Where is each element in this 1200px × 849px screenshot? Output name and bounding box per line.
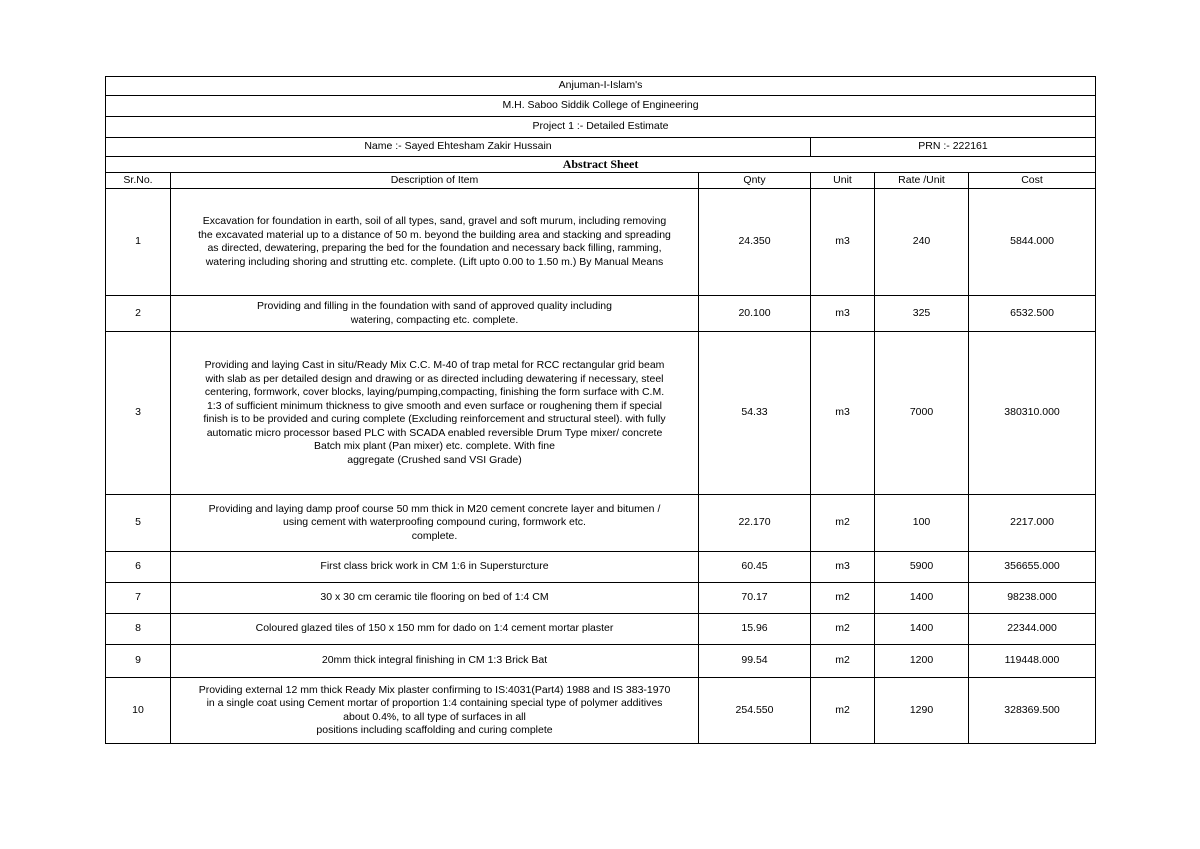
row-cost: 356655.000 xyxy=(969,552,1096,583)
row-unit: m3 xyxy=(811,189,875,296)
row-rate: 1290 xyxy=(875,678,969,744)
row-description: Providing and filling in the foundation with sand of approved quality including watering, compacting etc. complete. xyxy=(171,296,699,332)
row-sr-no: 10 xyxy=(106,678,171,744)
row-description: 30 x 30 cm ceramic tile flooring on bed of 1:4 CM xyxy=(171,583,699,614)
row-cost: 380310.000 xyxy=(969,332,1096,495)
row-sr-no: 1 xyxy=(106,189,171,296)
row-description: Providing external 12 mm thick Ready Mix plaster confirming to IS:4031(Part4) 1988 and IS 383-1970 in a single coat using Cement mortar of proportion 1:4 containing special type of polymer additives about 0.4%, to all type of surfaces in all positions including scaffolding and curing complete xyxy=(171,678,699,744)
row-sr-no: 7 xyxy=(106,583,171,614)
estimate-sheet xyxy=(105,76,1095,744)
row-sr-no: 3 xyxy=(106,332,171,495)
row-rate: 5900 xyxy=(875,552,969,583)
row-unit: m2 xyxy=(811,645,875,678)
row-rate: 1200 xyxy=(875,645,969,678)
row-qnty: 15.96 xyxy=(699,614,811,645)
row-qnty: 24.350 xyxy=(699,189,811,296)
table-row xyxy=(106,332,1096,495)
row-cost: 328369.500 xyxy=(969,678,1096,744)
row-rate: 1400 xyxy=(875,614,969,645)
row-description: Coloured glazed tiles of 150 x 150 mm for dado on 1:4 cement mortar plaster xyxy=(171,614,699,645)
row-sr-no: 8 xyxy=(106,614,171,645)
row-description: 20mm thick integral finishing in CM 1:3 Brick Bat xyxy=(171,645,699,678)
table-row xyxy=(106,614,1096,645)
col-header-qnty: Qnty xyxy=(699,173,811,189)
row-unit: m3 xyxy=(811,296,875,332)
table-row xyxy=(106,296,1096,332)
row-cost: 6532.500 xyxy=(969,296,1096,332)
row-unit: m2 xyxy=(811,678,875,744)
row-qnty: 54.33 xyxy=(699,332,811,495)
col-header-unit: Unit xyxy=(811,173,875,189)
row-unit: m3 xyxy=(811,552,875,583)
row-qnty: 99.54 xyxy=(699,645,811,678)
table-row xyxy=(106,189,1096,296)
row-cost: 119448.000 xyxy=(969,645,1096,678)
row-cost: 98238.000 xyxy=(969,583,1096,614)
row-description: Providing and laying Cast in situ/Ready Mix C.C. M-40 of trap metal for RCC rectangular grid beam with slab as per detailed design and drawing or as directed including dewatering if necessary, steel centering, formwork, cover blocks, laying/pumping,compacting, finishing the form surface with C.M. 1:3 of sufficient minimum thickness to give smooth and even surface or roughening them if special finish is to be provided and curing complete (Excluding reinforcement and structural steel). with fully automatic micro processor based PLC with SCADA enabled reversible Drum Type mixer/ concrete Batch mix plant (Pan mixer) etc. complete. With fine aggregate (Crushed sand VSI Grade) xyxy=(171,332,699,495)
project-title: Project 1 :- Detailed Estimate xyxy=(106,117,1096,138)
row-unit: m2 xyxy=(811,614,875,645)
col-header-cost: Cost xyxy=(969,173,1096,189)
row-unit: m2 xyxy=(811,583,875,614)
column-header-row xyxy=(106,173,1096,189)
row-cost: 2217.000 xyxy=(969,495,1096,552)
student-prn: PRN :- 222161 xyxy=(811,138,1096,157)
row-cost: 22344.000 xyxy=(969,614,1096,645)
row-rate: 100 xyxy=(875,495,969,552)
row-qnty: 22.170 xyxy=(699,495,811,552)
col-header-rate: Rate /Unit xyxy=(875,173,969,189)
institution-title: Anjuman-I-Islam's xyxy=(106,77,1096,96)
row-rate: 240 xyxy=(875,189,969,296)
row-sr-no: 9 xyxy=(106,645,171,678)
row-qnty: 70.17 xyxy=(699,583,811,614)
college-title: M.H. Saboo Siddik College of Engineering xyxy=(106,96,1096,117)
row-unit: m3 xyxy=(811,332,875,495)
row-qnty: 254.550 xyxy=(699,678,811,744)
table-row xyxy=(106,552,1096,583)
row-sr-no: 6 xyxy=(106,552,171,583)
row-sr-no: 5 xyxy=(106,495,171,552)
row-rate: 325 xyxy=(875,296,969,332)
row-unit: m2 xyxy=(811,495,875,552)
col-header-description: Description of Item xyxy=(171,173,699,189)
row-qnty: 60.45 xyxy=(699,552,811,583)
row-description: Excavation for foundation in earth, soil of all types, sand, gravel and soft murum, including removing the excavated material up to a distance of 50 m. beyond the building area and stacking and spreading as directed, dewatering, preparing the bed for the foundation and necessary back filling, ramming, watering including shoring and strutting etc. complete. (Lift upto 0.00 to 1.50 m.) By Manual Means xyxy=(171,189,699,296)
table-row xyxy=(106,678,1096,744)
student-name: Name :- Sayed Ehtesham Zakir Hussain xyxy=(106,138,811,157)
abstract-table xyxy=(105,76,1096,744)
row-qnty: 20.100 xyxy=(699,296,811,332)
col-header-sr-no: Sr.No. xyxy=(106,173,171,189)
row-description: First class brick work in CM 1:6 in Supersturcture xyxy=(171,552,699,583)
table-row xyxy=(106,583,1096,614)
table-row xyxy=(106,495,1096,552)
row-rate: 7000 xyxy=(875,332,969,495)
row-rate: 1400 xyxy=(875,583,969,614)
row-description: Providing and laying damp proof course 50 mm thick in M20 cement concrete layer and bitumen / using cement with waterproofing compound curing, formwork etc. complete. xyxy=(171,495,699,552)
row-sr-no: 2 xyxy=(106,296,171,332)
row-cost: 5844.000 xyxy=(969,189,1096,296)
table-row xyxy=(106,645,1096,678)
sheet-title: Abstract Sheet xyxy=(106,157,1096,173)
